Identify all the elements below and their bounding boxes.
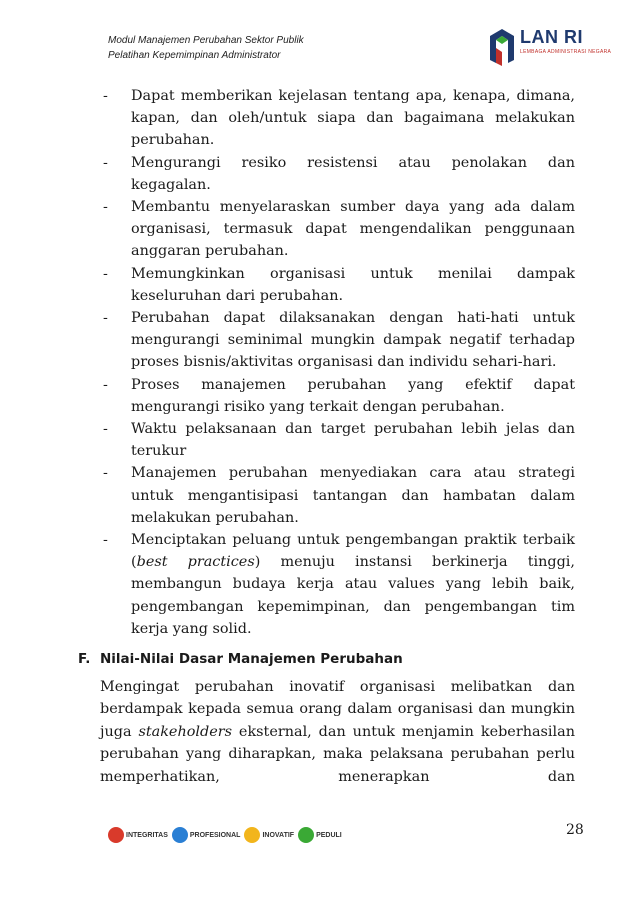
value-label: INOVATIF [262,831,295,839]
logo-subtitle: LEMBAGA ADMINISTRASI NEGARA [520,49,612,55]
value-inovatif [244,827,294,843]
list-item-text: Memungkinkan organisasi untuk menilai dampak keseluruhan dari perubahan. [131,265,575,304]
logo-wordmark: LAN RI [520,27,583,47]
list-item [100,529,575,640]
section-letter: F. [78,651,91,667]
list-item-text: Membantu menyelaraskan sumber daya yang ada dalam organisasi, termasuk dapat mengendalikan penggunaan anggaran perubahan. [131,199,575,260]
profesional-icon [172,827,188,843]
list-item [100,307,575,374]
running-header [108,33,304,63]
list-item [100,85,575,152]
benefits-list [100,85,575,640]
core-values-banner [108,822,364,848]
list-item-text: Manajemen perubahan menyediakan cara atau strategi untuk mengantisipasi tantangan dan hambatan dalam melakukan perubahan. [131,465,575,526]
body-paragraph [100,676,575,788]
header-training-title: Pelatihan Kepemimpinan Administrator [108,50,281,61]
peduli-icon [298,827,314,843]
section-title: Nilai-Nilai Dasar Manajemen Perubahan [100,651,403,667]
list-item [100,418,575,462]
section-heading [78,648,403,670]
page-number: 28 [566,822,584,838]
lightbulb-icon [244,827,260,843]
value-peduli [298,827,342,843]
value-profesional [172,827,241,843]
list-item-text-before: Menciptakan peluang untuk pengembangan praktik terbaik ( [131,532,575,571]
list-item [100,374,575,418]
list-item-text: Perubahan dapat dilaksanakan dengan hati-hati untuk mengurangi seminimal mungkin dampak negatif terhadap proses bisnis/aktivitas organisasi dan individu sehari-hari. [131,310,575,371]
paragraph-text-before: Mengingat perubahan inovatif organisasi melibatkan dan berdampak kepada semua orang dalam organisasi dan mungkin juga [100,679,575,740]
list-item-italic-term: best practices [136,554,255,571]
list-item [100,462,575,529]
paragraph-text-after: eksternal, dan untuk menjamin keberhasilan perubahan yang diharapkan, maka pelaksana perubahan perlu memperhatikan, menerapkan dan [100,723,575,785]
list-item-text-after: ) menuju instansi berkinerja tinggi, membangun budaya kerja atau values yang lebih baik, pengembangan kepemimpinan, dan pengembangan tim kerja yang solid. [131,554,575,637]
list-item [100,196,575,263]
integritas-icon [108,827,124,843]
value-label: INTEGRITAS [126,831,168,839]
value-label: PEDULI [316,831,342,839]
list-item-text: Mengurangi resiko resistensi atau penolakan dan kegagalan. [131,154,575,193]
value-label: PROFESIONAL [189,831,241,839]
list-item-text: Dapat memberikan kejelasan tentang apa, kenapa, dimana, kapan, dan oleh/untuk siapa dan bagaimana melakukan perubahan. [131,88,575,149]
header-module-title: Modul Manajemen Perubahan Sektor Publik [108,35,304,46]
list-item [100,152,575,196]
list-item-text: Proses manajemen perubahan yang efektif dapat mengurangi risiko yang terkait dengan perubahan. [131,376,575,415]
value-integritas [108,827,168,843]
list-item-text: Waktu pelaksanaan dan target perubahan lebih jelas dan terukur [131,421,575,460]
list-item [100,263,575,307]
paragraph-italic-term: stakeholders [138,723,232,740]
